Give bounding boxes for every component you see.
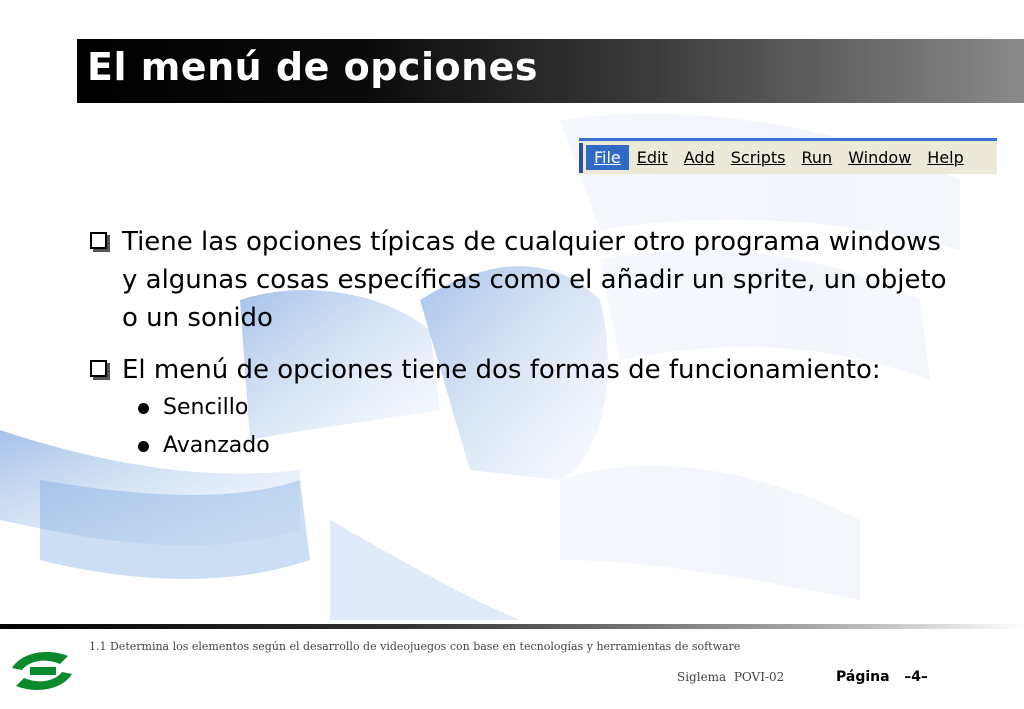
bullet-item	[88, 223, 948, 337]
menubar-screenshot	[579, 138, 997, 174]
sub-bullet-text: Sencillo	[163, 395, 249, 420]
dot-bullet-icon	[138, 441, 149, 452]
menu-item-window[interactable]: Window	[848, 148, 912, 167]
menu-item-scripts[interactable]: Scripts	[730, 148, 786, 167]
slide-title: El menú de opciones	[87, 45, 539, 89]
sub-bullet-item	[88, 427, 948, 465]
institution-logo-icon	[8, 646, 76, 696]
bullet-list	[88, 223, 948, 465]
menu-item-file[interactable]: File	[586, 145, 629, 170]
title-bar	[77, 39, 1024, 103]
menu-item-add[interactable]: Add	[683, 148, 715, 167]
page-number: Página –4–	[836, 669, 928, 685]
bullet-text: El menú de opciones tiene dos formas de funcionamiento:	[122, 355, 881, 385]
menu-item-help[interactable]: Help	[927, 148, 964, 167]
checkbox-bullet-icon	[90, 360, 107, 377]
sub-bullet-text: Avanzado	[163, 433, 270, 458]
footer-siglema: Siglema POVI-02	[677, 670, 785, 684]
bullet-text: Tiene las opciones típicas de cualquier otro programa windows y algunas cosas específicas como el añadir un sprite, un objeto o un sonido	[122, 227, 947, 333]
bullet-item	[88, 351, 948, 389]
footer-description: 1.1 Determina los elementos según el desarrollo de videojuegos con base en tecnologías y herramientas de software	[89, 640, 741, 653]
footer-divider	[0, 624, 1024, 629]
checkbox-bullet-icon	[90, 232, 107, 249]
menu-item-edit[interactable]: Edit	[636, 148, 668, 167]
menu-item-run[interactable]: Run	[801, 148, 833, 167]
sub-bullet-item	[88, 389, 948, 427]
dot-bullet-icon	[138, 403, 149, 414]
toolbar-grip	[579, 143, 583, 173]
